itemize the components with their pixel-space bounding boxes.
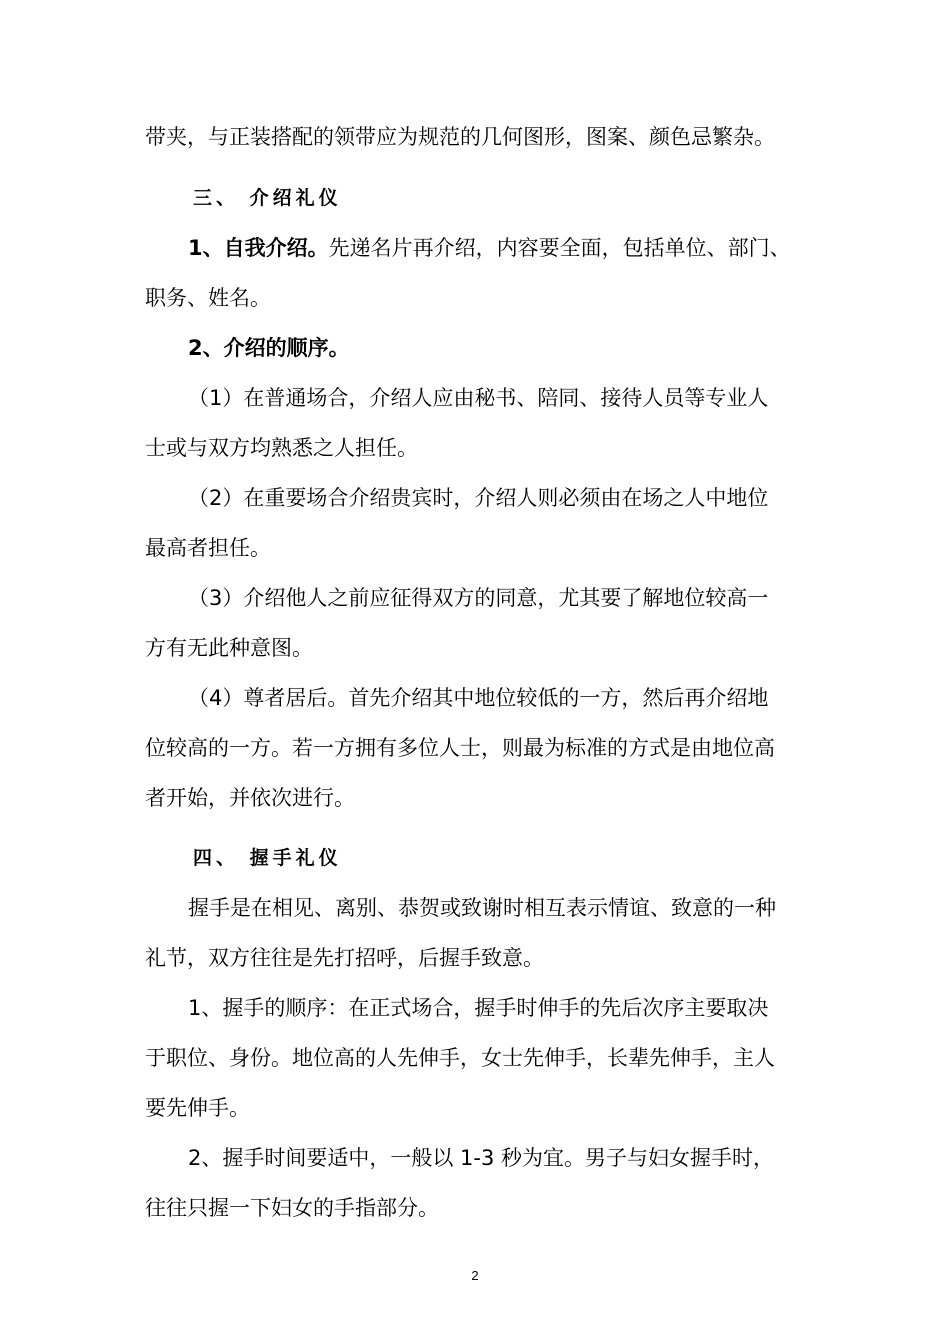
paragraph-line: 于职位、身份。地位高的人先伸手，女士先伸手，长辈先伸手，主人: [145, 1046, 775, 1070]
paragraph-line: 1、握手的顺序：在正式场合，握手时伸手的先后次序主要取决: [188, 996, 769, 1020]
subheading-introduction-order: 2、介绍的顺序。: [188, 336, 350, 360]
paragraph-line: 位较高的一方。若一方拥有多位人士，则最为标准的方式是由地位高: [145, 736, 775, 760]
paragraph-line: 者开始，并依次进行。: [145, 786, 355, 810]
paragraph-line: [188, 233, 791, 263]
page-number: 2: [471, 1268, 479, 1283]
section-heading-handshake-etiquette: 四、 握手礼仪: [193, 847, 342, 869]
paragraph-line: 往往只握一下妇女的手指部分。: [145, 1196, 439, 1220]
self-introduction-text: 先递名片再介绍，内容要全面，包括单位、部门、: [328, 236, 791, 260]
paragraph-line: 2、握手时间要适中，一般以 1-3 秒为宜。男子与妇女握手时，: [188, 1146, 775, 1170]
paragraph-line: （2）在重要场合介绍贵宾时，介绍人则必须由在场之人中地位: [188, 486, 769, 510]
paragraph-line: 要先伸手。: [145, 1096, 250, 1120]
paragraph-line: 最高者担任。: [145, 536, 271, 560]
paragraph-line: 礼节，双方往往是先打招呼，后握手致意。: [145, 946, 544, 970]
paragraph-line: （3）介绍他人之前应征得双方的同意，尤其要了解地位较高一: [188, 586, 769, 610]
paragraph-line: 带夹，与正装搭配的领带应为规范的几何图形，图案、颜色忌繁杂。: [145, 125, 775, 149]
paragraph-line: 士或与双方均熟悉之人担任。: [145, 436, 418, 460]
self-introduction-label: 1、自我介绍。: [188, 236, 329, 260]
paragraph-line: 职务、姓名。: [145, 286, 271, 310]
section-heading-introduction-etiquette: 三、 介绍礼仪: [193, 187, 342, 209]
paragraph-line: 方有无此种意图。: [145, 636, 313, 660]
paragraph-line: （1）在普通场合，介绍人应由秘书、陪同、接待人员等专业人: [188, 386, 769, 410]
paragraph-line: 握手是在相见、离别、恭贺或致谢时相互表示情谊、致意的一种: [188, 896, 776, 920]
paragraph-line: （4）尊者居后。首先介绍其中地位较低的一方，然后再介绍地: [188, 686, 769, 710]
